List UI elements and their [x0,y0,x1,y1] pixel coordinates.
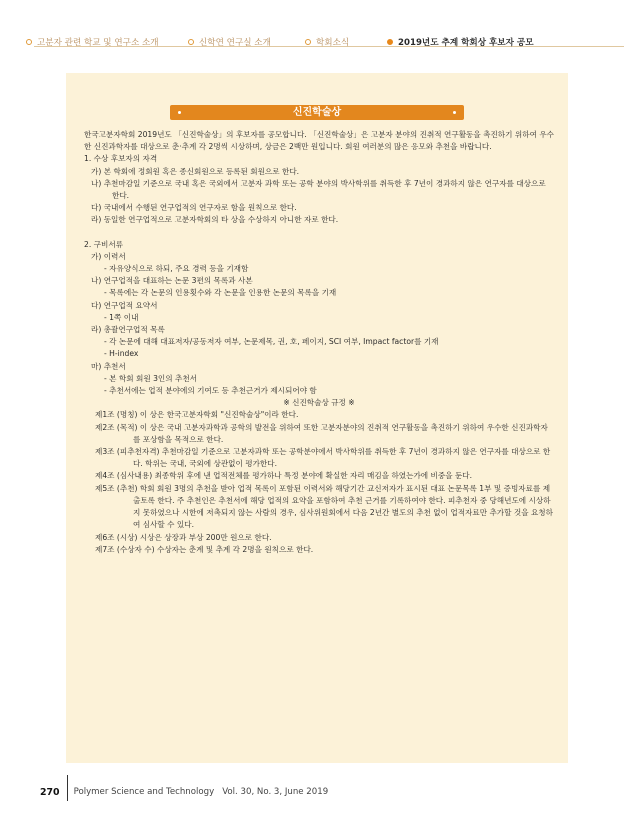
qualification-item: 다) 국내에서 수행된 연구업적의 연구자로 함을 원칙으로 한다. [91,203,297,213]
qualification-item: 라) 동일한 연구업적으로 고분자학회의 타 상을 수상하지 아니한 자로 한다. [91,215,339,225]
top-navigation [26,36,625,50]
nav-bullet-icon [188,39,194,45]
rule-article: 제4조 (심사내용) 최종학위 후에 낸 업적전체를 평가하나 특정 분야에 확실한 자리 매김을 하였는가에 비중을 둔다. [95,471,473,481]
rule-article: 제5조 (추천) 학회 회원 3명의 추천을 받아 업적 목록이 포함된 이력서와 해당기간 교신저자가 표시된 대표 논문목록 1부 및 증빙자료를 제출토록 한다. 주 추천인은 추천서에 해당 업적의 요약을 포함하여 추천 근거를 기록하여야 한다. 피추천자 중 당해년도에 시상하지 못하였으나 시한에 저촉되지 않는 사람의 경우, 심사위원회에서 다음 2년간 별도의 추천 없이 업적자료만 추가할 것을 요청하여 심사할 수 있다. [95,483,553,530]
nav-item-label: 고분자 관련 학교 및 연구소 소개 [37,38,159,48]
rules-title: ※ 신진학술상 규정 ※ [283,398,355,408]
document-detail: - H-index [104,349,139,359]
announcement-body [84,129,554,556]
section-title: 2. 구비서류 [84,239,124,249]
page-footer [40,785,328,799]
banner-title: 신진학술상 [292,107,342,118]
document-detail: - 본 학회 회원 3인의 추천서 [104,373,197,383]
rule-article: 제1조 (명칭) 이 상은 한국고분자학회 "신진학술상"이라 한다. [95,410,299,420]
document-item: 나) 연구업적을 대표하는 논문 3편의 목록과 사본 [91,276,253,286]
footer-divider [67,775,68,801]
document-detail: - 자유양식으로 하되, 주요 경력 등을 기재함 [104,264,249,274]
document-detail: - 추천서에는 업적 분야에의 기여도 등 추천근거가 제시되어야 함 [104,386,317,396]
qualification-item: 가) 본 학회에 정회원 혹은 종신회원으로 등록된 회원으로 한다. [91,166,300,176]
section-title: 1. 수상 후보자의 자격 [84,154,158,164]
document-detail: - 1쪽 이내 [104,312,139,322]
rule-article: 제3조 (피추천자격) 추천마감일 기준으로 고분자과학 또는 공학분야에서 박사학위를 취득한 후 7년이 경과하지 않은 연구자를 대상으로 한다. 학위는 국내, 국외에 상관없이 평가한다. [95,447,551,469]
nav-bullet-icon [305,39,311,45]
section-banner [170,105,464,120]
nav-item-award-call[interactable] [387,36,534,48]
nav-bullet-icon [26,39,32,45]
nav-bullet-active-icon [387,39,393,45]
content-panel [66,73,568,763]
rule-article: 제2조 (목적) 이 상은 국내 고분자과학과 공학의 발전을 위하여 또한 고분자분야의 진취적 연구활동을 촉진하기 위하여 우수한 신진과학자를 포상함을 목적으로 한다. [95,422,548,444]
rule-article: 제7조 (수상자 수) 수상자는 춘계 및 추계 각 2명을 원칙으로 한다. [95,544,314,554]
document-item: 가) 이력서 [91,251,126,261]
qualification-item: 나) 추천마감일 기준으로 국내 혹은 국외에서 고분자 과학 또는 공학 분야의 박사학위를 취득한 후 7년이 경과하지 않은 연구자를 대상으로 한다. [91,178,546,201]
nav-item-schools[interactable] [26,36,159,48]
journal-issue: Vol. 30, No. 3, June 2019 [222,787,329,797]
nav-item-label: 신학연 연구실 소개 [199,38,271,48]
intro-paragraph: 한국고분자학회 2019년도 「신진학술상」의 후보자를 공모합니다. 「신진학술상」은 고분자 분야의 진취적 연구활동을 촉진하기 위하여 우수한 신진과학자를 대상으로 춘·추계 각 2명씩 시상하며, 상금은 2백만 원입니다. 회원 여러분의 많은 응모와 추천을 바랍니다. [84,130,554,152]
nav-item-label: 2019년도 추계 학회상 후보자 공모 [398,38,534,48]
banner-dot-icon [178,111,181,114]
nav-item-labs[interactable] [188,36,271,48]
journal-name: Polymer Science and Technology [73,787,215,797]
document-item: 마) 추천서 [91,361,126,371]
page-number: 270 [40,786,60,798]
document-item: 라) 총괄연구업적 목록 [91,325,165,335]
document-item: 다) 연구업적 요약서 [91,300,158,310]
nav-item-label: 학회소식 [316,38,350,48]
document-detail: - 각 논문에 대해 대표저자/공동저자 여부, 논문제목, 권, 호, 페이지, SCI 여부, Impact factor를 기재 [104,337,439,347]
banner-dot-icon [453,111,456,114]
document-detail: - 목록에는 각 논문의 인용횟수와 각 논문을 인용한 논문의 목록을 기재 [104,288,337,298]
rule-article: 제6조 (시상) 시상은 상장과 부상 200만 원으로 한다. [95,532,272,542]
nav-item-news[interactable] [305,36,349,48]
